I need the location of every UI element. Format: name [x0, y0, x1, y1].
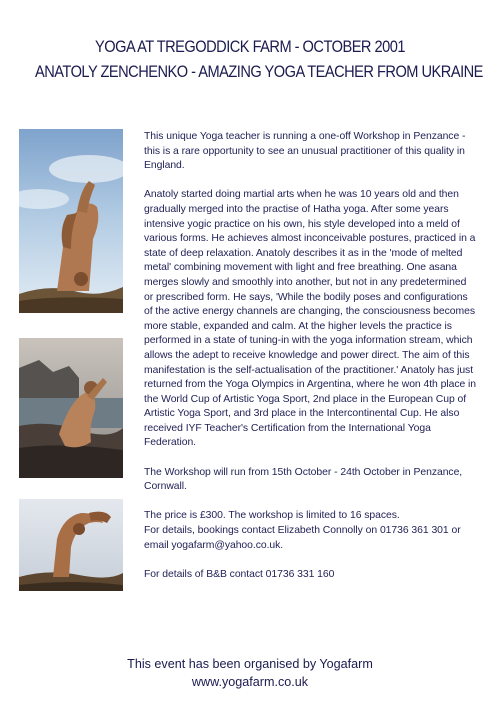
intro-paragraph: This unique Yoga teacher is running a one-off Workshop in Penzance - this is a rare opportunity to see an unusual practitioner of this quality in England. [144, 131, 466, 172]
bio-paragraph: Anatoly started doing martial arts when he was 10 years old and then gradually merged into the practise of Hatha yoga. After some years intensive yogic practice on his own, his style developed into a meld of various forms. He achieves almost inconceivable postures, practiced in a state of deep relaxation. Anatoly describes it as in the 'mode of melted metal' combining movement with light and free breathing. One asana merges slowly and smoothly into another, but not in any predetermined or prescribed form. He says, 'While the bodily poses and configurations of the active energy channels are changing, the consciousness becomes more stable, expanded and calm. At the higher levels the practice is performed in a state of tuning-in with the yoga information stream, which allows the adept to receive knowledge and power direct. The aim of this manifestation is the self-actualisation of the practitioner.' Anatoly has just returned from the Yoga Olympics in Argentina, where he won 4th place in the World Cup of Artistic Yoga Sport, 2nd place in the European Cup of Artistic Yoga Sport, and 3rd place in the Intercontinental Cup. He also received IYF Teacher's Certification from the International Yoga Federation. [144, 189, 477, 449]
article-body [144, 130, 478, 597]
page-footer [0, 655, 500, 691]
website-link[interactable]: www.yogafarm.co.uk [191, 675, 309, 689]
price-line: The price is £300. The workshop is limited to 16 spaces. [144, 510, 400, 522]
bnb-line: For details of B&B contact 01736 331 160 [144, 568, 335, 580]
header-title: YOGA AT TREGODDICK FARM - OCTOBER 2001 [95, 37, 405, 56]
photo-seated-pose [19, 338, 123, 478]
organiser-line: This event has been organised by Yogafarm [127, 657, 373, 671]
bookings-paragraph: For details, bookings contact Elizabeth Connolly on 01736 361 301 or email yogafarm@yahoo.co.uk. [144, 525, 461, 551]
header-subtitle: ANATOLY ZENCHENKO - AMAZING YOGA TEACHER FROM UKRAINE [35, 62, 483, 81]
photo-handstand [19, 129, 123, 313]
page-header [35, 34, 483, 84]
dates-paragraph: The Workshop will run from 15th October - 24th October in Penzance, Cornwall. [144, 466, 463, 493]
photo-backbend [19, 499, 123, 591]
